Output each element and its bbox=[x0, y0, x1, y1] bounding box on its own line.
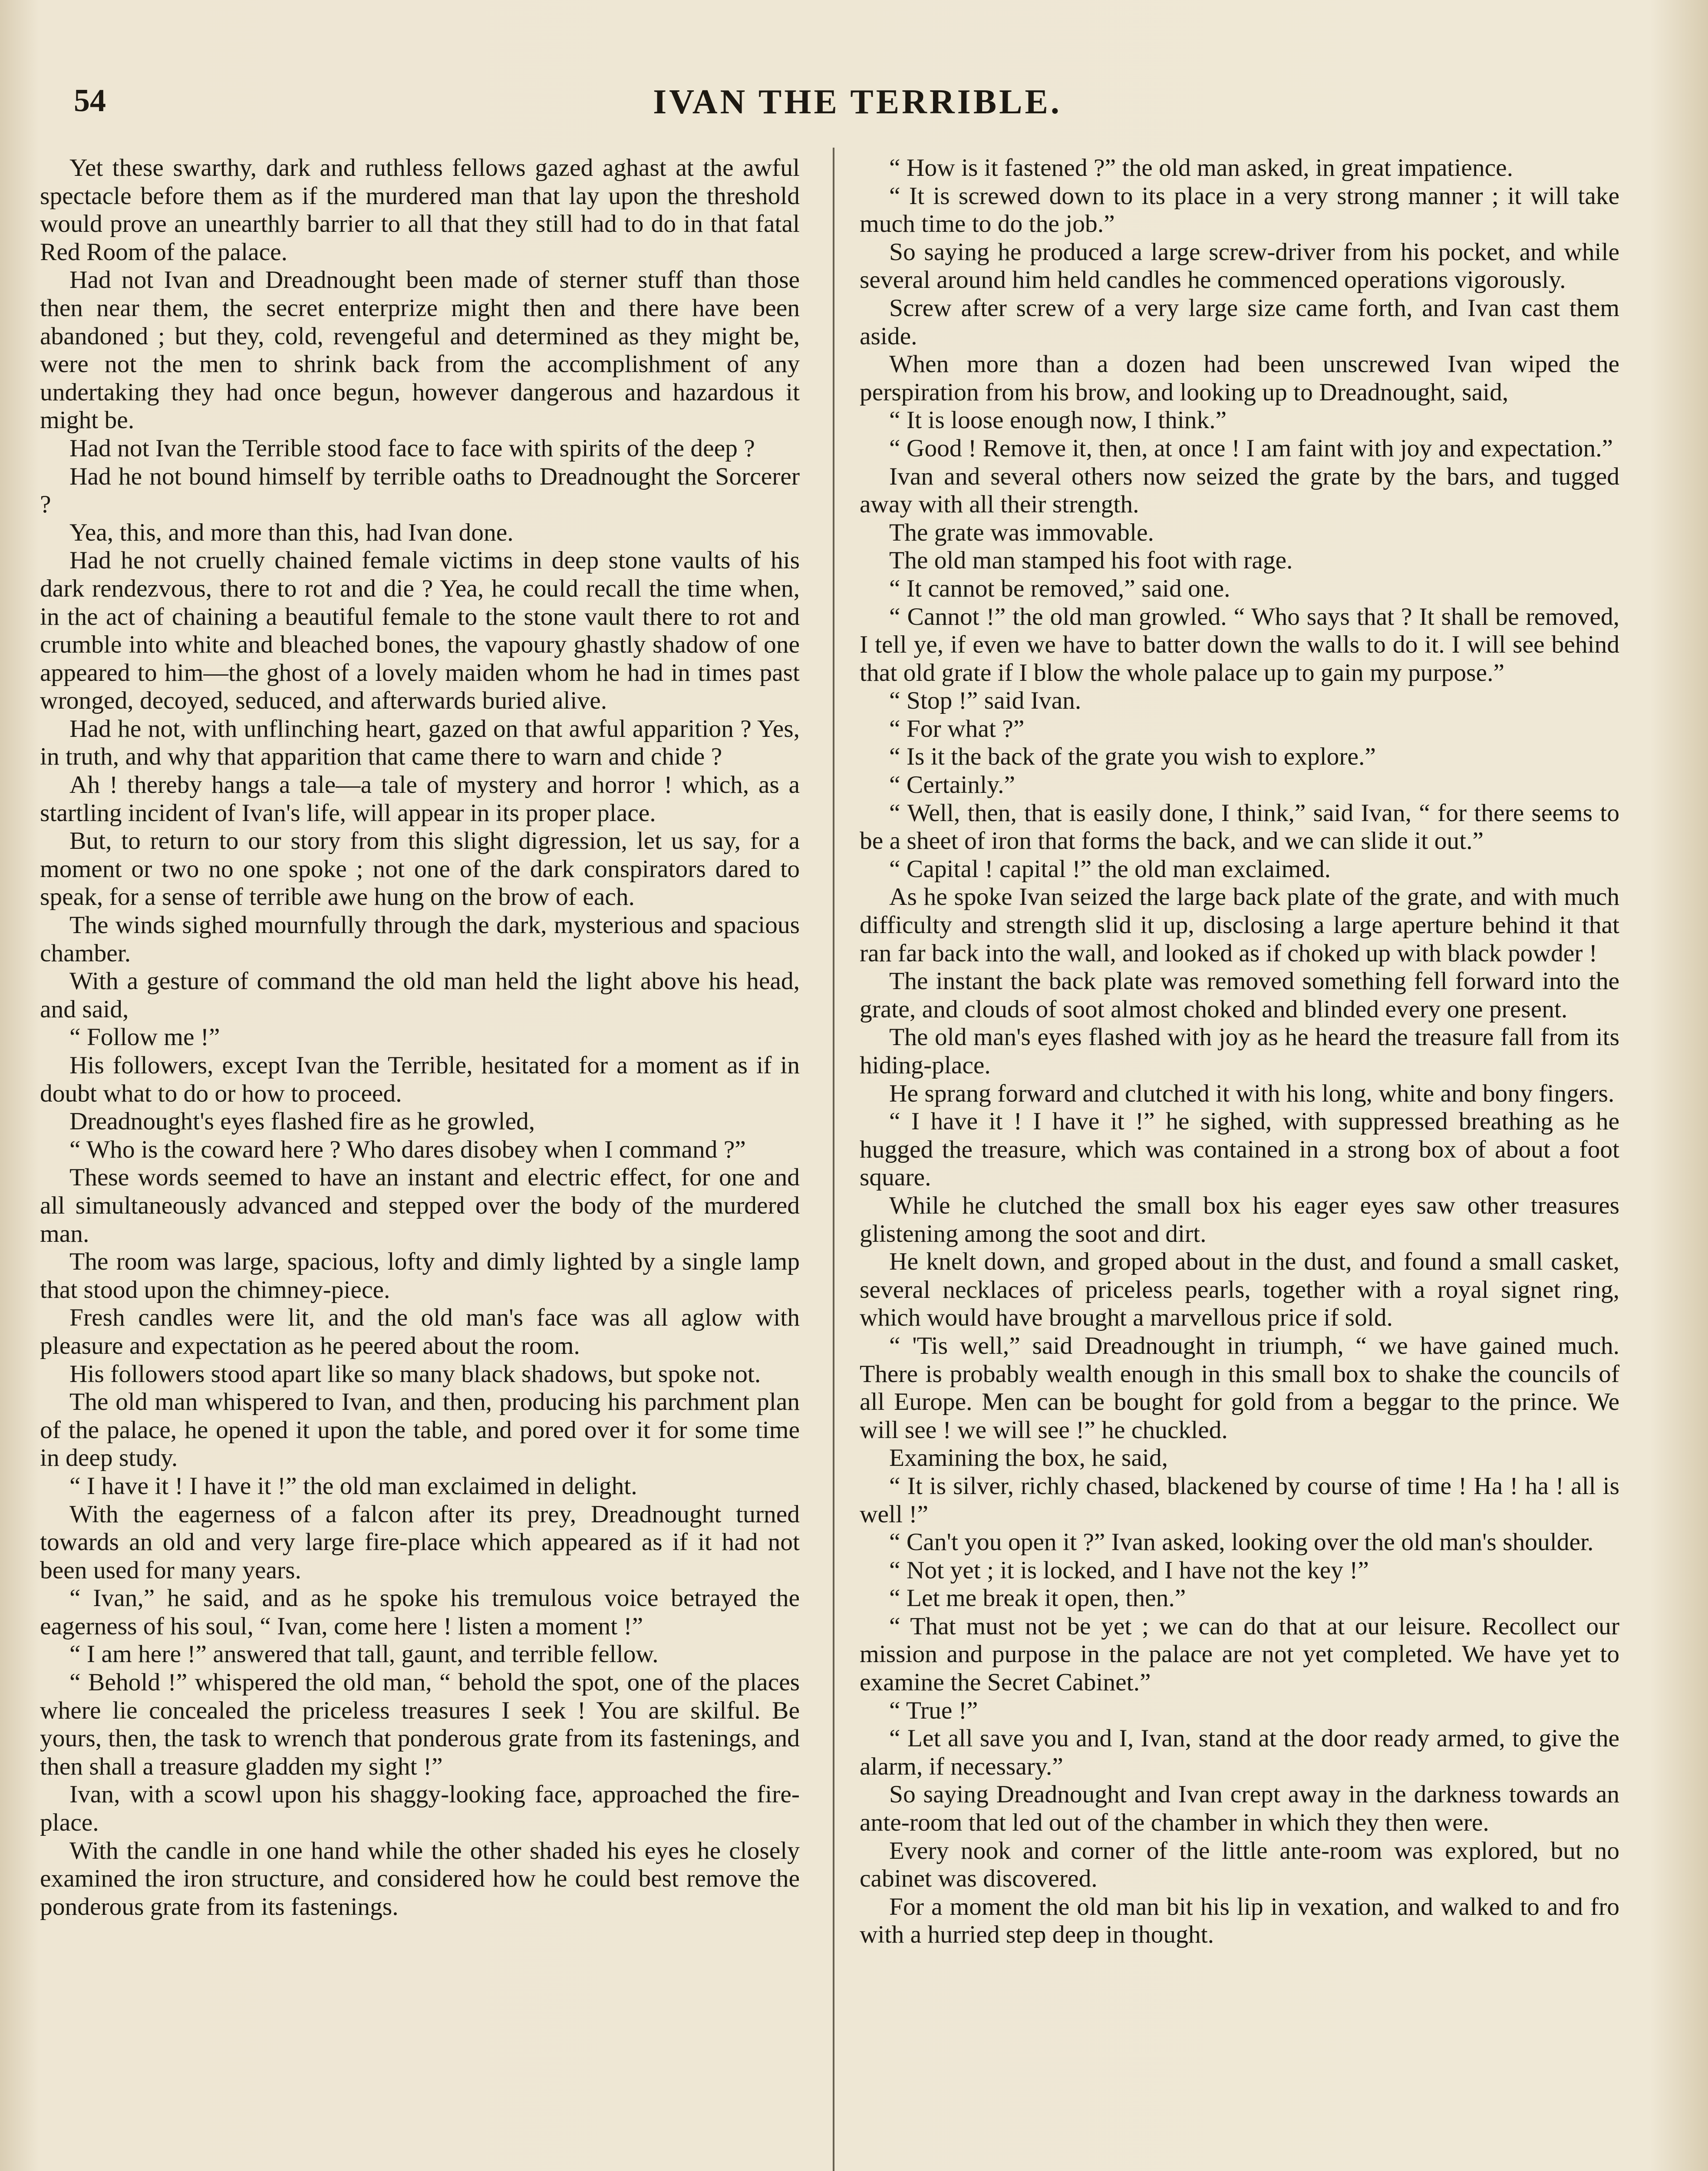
paragraph: The old man's eyes flashed with joy as he heard the treasure fall from its hiding-place. bbox=[860, 1023, 1619, 1079]
paragraph: “ Cannot !” the old man growled. “ Who says that ? It shall be removed, I tell ye, if even we have to batter down the walls to do it. I will see behind that old grate if I blow the whole palace up to gain my purpose.” bbox=[860, 603, 1619, 686]
running-title: IVAN THE TERRIBLE. bbox=[653, 83, 1062, 121]
paragraph: As he spoke Ivan seized the large back plate of the grate, and with much difficulty and strength slid it up, disclosing a large aperture behind it that ran far back into the wall, and looked as if choked up with black powder ! bbox=[860, 883, 1619, 967]
paragraph: “ Capital ! capital !” the old man exclaimed. bbox=[889, 855, 1331, 883]
paragraph: “ Behold !” whispered the old man, “ behold the spot, one of the places where lie concealed the priceless treasures I seek ! You are skilful. Be yours, then, the task to wrench that ponderous grate from its fastenings, and then shall a treasure gladden my sight !” bbox=[40, 1669, 800, 1780]
paragraph: Had not Ivan and Dreadnought been made of sterner stuff than those then near them, the secret enterprize might then and there have been abandoned ; but they, cold, revengeful and determined as they might be, were not the men to shrink back from the accomplishment of any undertaking they had once begun, however dangerous and hazardous it might be. bbox=[40, 266, 800, 434]
paragraph: For a moment the old man bit his lip in vexation, and walked to and fro with a hurried step deep in thought. bbox=[860, 1893, 1619, 1949]
paragraph: “ Well, then, that is easily done, I think,” said Ivan, “ for there seems to be a sheet of iron that forms the back, and we can slide it out.” bbox=[860, 799, 1619, 855]
paragraph: The room was large, spacious, lofty and dimly lighted by a single lamp that stood upon the chimney-piece. bbox=[40, 1248, 800, 1303]
paragraph: “ That must not be yet ; we can do that at our leisure. Recollect our mission and purpose in the palace are not yet completed. We have yet to examine the Secret Cabinet.” bbox=[860, 1612, 1619, 1696]
paragraph: Dreadnought's eyes flashed fire as he growled, bbox=[69, 1108, 535, 1135]
paragraph: Had he not cruelly chained female victims in deep stone vaults of his dark rendezvous, there to rot and die ? Yea, he could recall the time when, in the act of chaining a beautiful female to the stone vault there to rot and crumble into white and bleached bones, the vapoury ghastly shadow of one appeared to him—the ghost of a lovely maiden whom he had in times past wronged, decoyed, seduced, and afterwards buried alive. bbox=[40, 547, 800, 715]
paragraph: “ Stop !” said Ivan. bbox=[889, 687, 1082, 715]
right-column bbox=[860, 154, 1619, 1949]
paragraph: When more than a dozen had been unscrewed Ivan wiped the perspiration from his brow, and looking up to Dreadnought, said, bbox=[860, 350, 1619, 406]
page-header bbox=[65, 82, 1650, 135]
paragraph: Fresh candles were lit, and the old man's face was all aglow with pleasure and expectation as he peered about the room. bbox=[40, 1304, 800, 1359]
paragraph: With a gesture of command the old man held the light above his head, and said, bbox=[40, 967, 800, 1023]
paragraph: “ I have it ! I have it !” the old man exclaimed in delight. bbox=[69, 1472, 637, 1500]
paragraph: Had he not, with unflinching heart, gazed on that awful apparition ? Yes, in truth, and why that apparition that came there to warn and chide ? bbox=[40, 715, 800, 771]
paragraph: The old man stamped his foot with rage. bbox=[889, 547, 1293, 574]
paragraph: “ It cannot be removed,” said one. bbox=[889, 574, 1230, 602]
paragraph: While he clutched the small box his eager eyes saw other treasures glistening among the soot and dirt. bbox=[860, 1191, 1619, 1247]
paragraph: “ It is silver, richly chased, blackened by course of time ! Ha ! ha ! all is well !” bbox=[860, 1472, 1619, 1528]
paragraph: “ I am here !” answered that tall, gaunt, and terrible fellow. bbox=[69, 1640, 659, 1668]
paragraph: “ Can't you open it ?” Ivan asked, looking over the old man's shoulder. bbox=[889, 1528, 1594, 1556]
paragraph: But, to return to our story from this slight digression, let us say, for a moment or two no one spoke ; not one of the dark conspirators dared to speak, for a sense of terrible awe hung on the brow of each. bbox=[40, 827, 800, 911]
paragraph: Examining the box, he said, bbox=[889, 1444, 1168, 1472]
page-number: 54 bbox=[74, 83, 106, 119]
paragraph: “ For what ?” bbox=[889, 715, 1025, 742]
paragraph: Yea, this, and more than this, had Ivan done. bbox=[69, 518, 514, 546]
paragraph: “ Good ! Remove it, then, at once ! I am faint with joy and expectation.” bbox=[889, 434, 1613, 462]
paragraph: “ It is screwed down to its place in a very strong manner ; it will take much time to do the job.” bbox=[860, 182, 1619, 238]
paragraph: Ivan, with a scowl upon his shaggy-looking face, approached the fire-place. bbox=[40, 1781, 800, 1837]
paragraph: “ How is it fastened ?” the old man asked, in great impatience. bbox=[889, 154, 1513, 181]
paragraph: “ Who is the coward here ? Who dares disobey when I command ?” bbox=[69, 1135, 746, 1163]
paragraph: Had not Ivan the Terrible stood face to face with spirits of the deep ? bbox=[69, 434, 755, 462]
paragraph: With the eagerness of a falcon after its prey, Dreadnought turned towards an old and very large fire-place which appeared as if it had not been used for many years. bbox=[40, 1500, 800, 1584]
paragraph: “ Certainly.” bbox=[889, 771, 1016, 799]
paragraph: He knelt down, and groped about in the dust, and found a small casket, several necklaces of priceless pearls, together with a royal signet ring, which would have brought a marvellous price if sold. bbox=[860, 1248, 1619, 1332]
paragraph: With the candle in one hand while the other shaded his eyes he closely examined the iron structure, and considered how he could best remove the ponderous grate from its fastenings. bbox=[40, 1837, 800, 1920]
column-divider bbox=[833, 148, 834, 2171]
paragraph: The winds sighed mournfully through the dark, mysterious and spacious chamber. bbox=[40, 911, 800, 967]
paragraph: So saying he produced a large screw-driver from his pocket, and while several around him held candles he commenced operations vigorously. bbox=[860, 238, 1619, 294]
paragraph: “ Follow me !” bbox=[69, 1023, 220, 1051]
paragraph: The instant the back plate was removed something fell forward into the grate, and clouds of soot almost choked and blinded every one present. bbox=[860, 967, 1619, 1023]
paragraph: Had he not bound himself by terrible oaths to Dreadnought the Sorcerer ? bbox=[40, 462, 800, 518]
paragraph: So saying Dreadnought and Ivan crept away in the darkness towards an ante-room that led out of the chamber in which they then were. bbox=[860, 1781, 1619, 1837]
paragraph: Every nook and corner of the little ante-room was explored, but no cabinet was discovered. bbox=[860, 1837, 1619, 1893]
paragraph: “ Not yet ; it is locked, and I have not the key !” bbox=[889, 1556, 1369, 1584]
paragraph: He sprang forward and clutched it with his long, white and bony fingers. bbox=[889, 1079, 1615, 1107]
paragraph: Screw after screw of a very large size came forth, and Ivan cast them aside. bbox=[860, 294, 1619, 350]
paragraph: Ivan and several others now seized the grate by the bars, and tugged away with all their strength. bbox=[860, 462, 1619, 518]
paragraph: “ 'Tis well,” said Dreadnought in triumph, “ we have gained much. There is probably wealth enough in this small box to shake the councils of all Europe. Men can be bought for gold from a beggar to the prince. We will see ! we will see !” he chuckled. bbox=[860, 1332, 1619, 1444]
paragraph: Yet these swarthy, dark and ruthless fellows gazed aghast at the awful spectacle before them as if the murdered man that lay upon the threshold would prove an unearthly barrier to all that they still had to do in that fatal Red Room of the palace. bbox=[40, 154, 800, 266]
left-column bbox=[40, 154, 800, 1921]
paragraph: “ I have it ! I have it !” he sighed, with suppressed breathing as he hugged the treasure, which was contained in a strong box of about a foot square. bbox=[860, 1108, 1619, 1191]
paragraph: “ Let all save you and I, Ivan, stand at the door ready armed, to give the alarm, if necessary.” bbox=[860, 1725, 1619, 1780]
paragraph: “ Ivan,” he said, and as he spoke his tremulous voice betrayed the eagerness of his soul, “ Ivan, come here ! listen a moment !” bbox=[40, 1584, 800, 1640]
paragraph: “ Is it the back of the grate you wish to explore.” bbox=[889, 743, 1376, 771]
paragraph: Ah ! thereby hangs a tale—a tale of mystery and horror ! which, as a startling incident of Ivan's life, will appear in its proper place. bbox=[40, 771, 800, 827]
paragraph: “ Let me break it open, then.” bbox=[889, 1584, 1186, 1612]
paragraph: The grate was immovable. bbox=[889, 518, 1154, 546]
paragraph: His followers, except Ivan the Terrible, hesitated for a moment as if in doubt what to do or how to proceed. bbox=[40, 1052, 800, 1107]
paragraph: His followers stood apart like so many black shadows, but spoke not. bbox=[69, 1360, 761, 1388]
paragraph: These words seemed to have an instant and electric effect, for one and all simultaneously advanced and stepped over the body of the murdered man. bbox=[40, 1164, 800, 1247]
paragraph: “ It is loose enough now, I think.” bbox=[889, 406, 1227, 434]
paragraph: The old man whispered to Ivan, and then, producing his parchment plan of the palace, he opened it upon the table, and pored over it for some time in deep study. bbox=[40, 1388, 800, 1472]
paragraph: “ True !” bbox=[889, 1696, 978, 1724]
